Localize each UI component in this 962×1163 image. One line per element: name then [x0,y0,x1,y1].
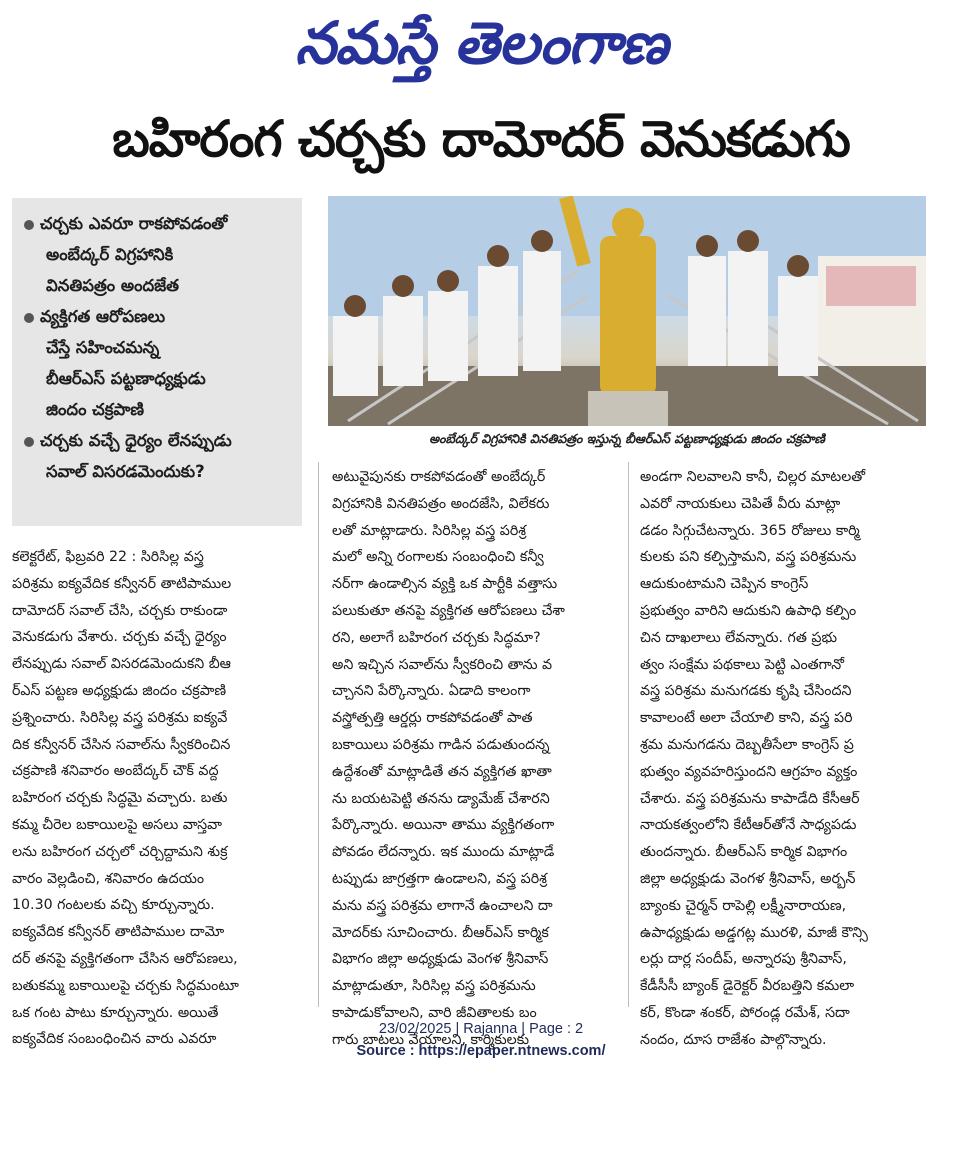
text-line: పరిశ్రమ ఐక్యవేదిక కన్వీనర్ తాటిపాముల [12,575,232,592]
text-line: లర్లు దార్ల సందీప్, అన్నారపు శ్రీనివాస్, [640,951,847,968]
text-line: దర్ తనపై వ్యక్తిగతంగా చేసిన ఆరోపణలు, [12,950,238,967]
text-line: మను వస్త్ర పరిశ్రమ లాగానే ఉంచాలని దా [332,897,553,914]
text-line: మాట్లాడుతూ, సిరిసిల్ల వస్త్ర పరిశ్రమను [332,978,536,995]
text-line: ర్ఎస్ పట్టణ అధ్యక్షుడు జిందం చక్రపాణి [12,682,227,699]
highlight-item [24,301,292,425]
highlight-line: జిందం చక్రపాణి [46,400,144,419]
text-line: మోదర్‌కు సూచించారు. బీఆర్ఎస్ కార్మిక [332,924,549,941]
text-line: శ్రమ మనుగడను దెబ్బతీసేలా కాంగ్రెస్ ప్ర [640,736,854,753]
text-line: డడం సిగ్గుచేటన్నారు. 365 రోజులు కార్మి [640,522,860,539]
text-line: బతుకమ్మ బకాయిలపై చర్చకు సిద్ధమంటూ [12,977,239,994]
text-line: చక్రపాణి శనివారం అంబేద్కర్ చౌక్ వద్ద [12,763,219,780]
text-line: దిక కన్వీనర్ చేసిన సవాల్‌ను స్వీకరించిన [12,736,231,753]
text-line: బ్యాంకు చైర్మన్ రాపెల్లి లక్ష్మీనారాయణ, [640,897,847,914]
article-column-1 [12,544,304,1053]
highlight-line: సవాల్ విసరడమెందుకు? [46,462,205,481]
text-line: వస్త్ర పరిశ్రమ మనుగడకు కృషి చేసిందని [640,683,852,700]
text-line: కావాలంటే అలా చేయాలి కాని, వస్త్ర పరి [640,710,853,727]
text-line: త్వం సంక్షేమ పథకాలు పెట్టి ఎంతగానో [640,656,844,673]
source-link[interactable]: Source : https://epaper.ntnews.com/ [356,1043,606,1059]
text-line: చేశారు. వస్త్ర పరిశ్రమను కాపాడేది కేసీఆర్ [640,790,860,807]
photo-caption: అంబేద్కర్ విగ్రహానికి వినతిపత్రం ఇస్తున్న బీఆర్ఎస్ పట్టణాధ్యక్షుడు జిందం చక్రపాణి [429,431,825,446]
edition-info: 23/02/2025 | Rajanna | Page : 2 [378,1021,584,1037]
text-line: విభాగం జిల్లా అధ్యక్షుడు వెంగళ శ్రీనివాస్ [332,951,549,968]
text-line: వస్త్రోత్పత్తి ఆర్డర్లు రాకపోవడంతో పాత [332,710,533,727]
text-line: బహిరంగ చర్చకు సిద్ధమై వచ్చారు. బతు [12,790,228,807]
bullet-icon [24,220,34,230]
text-line: నాయకత్వంలోని కేటీఆర్‌తోనే సాధ్యపడు [640,817,857,834]
text-line: నందం, దూస రాజేశం పాల్గొన్నారు. [640,1031,827,1048]
text-line: ఆదుకుంటామని చెప్పిన కాంగ్రెస్ [640,576,809,593]
text-line: పోవడం లేదన్నారు. ఇక ముందు మాట్లాడే [332,844,555,861]
text-line: కర్, కొండా శంకర్, పోరండ్ల రమేశ్, సదా [640,1004,850,1021]
text-line: కేడీసీసీ బ్యాంక్ డైరెక్టర్ వీరబత్తిని కమలా [640,978,855,995]
text-line: ఉద్దేశంతో మాట్లాడితే తన వ్యక్తిగత ఖాతా [332,763,552,780]
text-line: నర్‌గా ఉండాల్సిన వ్యక్తి ఒక పార్టీకి వత్తాసు [332,576,558,593]
text-line: ఐక్యవేదిక సంబంధించిన వారు ఎవరూ [12,1031,217,1048]
text-line: ఎవరో నాయకులు చెపితే వీరు మాట్లా [640,495,841,512]
text-line: చ్చానని పేర్కొన్నారు. ఏడాది కాలంగా [332,683,531,700]
text-line: విగ్రహానికి వినతిపత్రం అందజేసి, విలేకరు [332,495,550,512]
highlight-item [24,208,292,301]
article-photo [328,196,926,426]
highlight-line: బీఆర్ఎస్ పట్టణాధ్యక్షుడు [46,369,206,388]
article-headline: బహిరంగ చర్చకు దామోదర్ వెనుకడుగు [112,110,850,168]
newspaper-masthead: నమస్తే తెలంగాణ [295,9,667,77]
text-line: లతో మాట్లాడారు. సిరిసిల్ల వస్త్ర పరిశ్ర [332,522,527,539]
text-line: లను బహిరంగ చర్చలో చర్చిద్దామని శుక్ర [12,843,228,860]
text-line: 10.30 గంటలకు వచ్చి కూర్చున్నారు. [12,897,215,914]
text-line: ను బయటపెట్టి తనను డ్యామేజ్ చేశారని [332,790,550,807]
article-column-3 [640,464,928,1054]
text-line: ఒక గంట పాటు కూర్చున్నారు. అయితే [12,1004,219,1021]
text-line: రని, అలాగే బహిరంగ చర్చకు సిద్ధమా? [332,629,541,646]
text-line: దామోదర్ సవాల్ చేసి, చర్చకు రాకుండా [12,602,228,619]
text-line: ఉపాధ్యక్షుడు అడ్డగట్ల మురళి, మాజీ కౌన్సి [640,924,868,941]
bullet-icon [24,313,34,323]
statue-ceremony-photo [328,196,926,426]
text-line: లేనప్పుడు సవాల్ విసరడమెందుకని బీఆ [12,656,231,673]
text-line: కాపాడుకోవాలని, వారి జీవితాలకు బం [332,1004,537,1021]
text-line: ప్రభుత్వం వారిని ఆదుకుని ఉపాధి కల్పిం [640,602,857,619]
column-divider [318,462,319,1007]
text-line: తుందన్నారు. బీఆర్ఎస్ కార్మిక విభాగం [640,844,848,861]
page-footer [0,1018,962,1062]
highlight-line: చేస్తే సహించమన్న [46,338,160,357]
text-line: బకాయిలు పరిశ్రమ గాడిన పడుతుందన్న [332,736,550,753]
text-line: జిల్లా అధ్యక్షుడు వెంగళ శ్రీనివాస్, అర్బన్ [640,870,856,887]
text-line: గారు బాటలు వేయాలని, కార్మికులకు [332,1031,530,1048]
text-line: కమ్మ చీరెల బకాయిలపై అసలు వాస్తవా [12,816,222,833]
text-line: అటువైపునకు రాకపోవడంతో అంబేద్కర్ [332,469,546,485]
text-line: చిన దాఖలాలు లేవన్నారు. గత ప్రభు [640,629,838,646]
text-line: ఐక్యవేదిక కన్వీనర్ తాటిపాముల దామో [12,924,225,941]
highlight-line: వినతిపత్రం అందజేత [46,276,180,295]
text-line: అండగా నిలవాలని కానీ, చిల్లర మాటలతో [640,469,866,485]
text-line: పలుకుతూ తనపై వ్యక్తిగత ఆరోపణలు చేశా [332,602,565,619]
highlight-line: చర్చకు వచ్చే ధైర్యం లేనప్పుడు [40,431,232,450]
text-line: మలో అన్ని రంగాలకు సంబంధించి కన్వీ [332,549,544,566]
text-line: కులకు పని కల్పిస్తామని, వస్త్ర పరిశ్రమను [640,549,857,566]
text-line: భుత్వం వ్యవహరిస్తుందని ఆగ్రహం వ్యక్తం [640,763,858,780]
highlight-line: చర్చకు ఎవరూ రాకపోవడంతో [40,214,228,233]
bullet-icon [24,437,34,447]
text-line: పేర్కొన్నారు. అయినా తాము వ్యక్తిగతంగా [332,817,555,834]
text-line: వారం వెల్లడించి, శనివారం ఉదయం [12,870,205,887]
highlight-item [24,425,292,487]
highlight-line: అంబేద్కర్ విగ్రహానికి [46,245,174,264]
text-line: టప్పుడు జాగ్రత్తగా ఉండాలని, వస్త్ర పరిశ్ర [332,870,547,887]
highlights-box [12,198,302,526]
text-line: ప్రశ్నించారు. సిరిసిల్ల వస్త్ర పరిశ్రమ ఐక్యవే [12,709,228,726]
article-column-2 [332,464,616,1054]
text-line: అని ఇచ్చిన సవాల్‌ను స్వీకరించి తాను వ [332,656,553,673]
highlight-line: వ్యక్తిగత ఆరోపణలు [40,307,166,326]
column-divider [628,462,629,1007]
text-line: వెనుకడుగు వేశారు. చర్చకు వచ్చే ధైర్యం [12,629,227,646]
text-line: కలెక్టరేట్, ఫిబ్రవరి 22 : సిరిసిల్ల వస్త్ర [12,549,204,565]
